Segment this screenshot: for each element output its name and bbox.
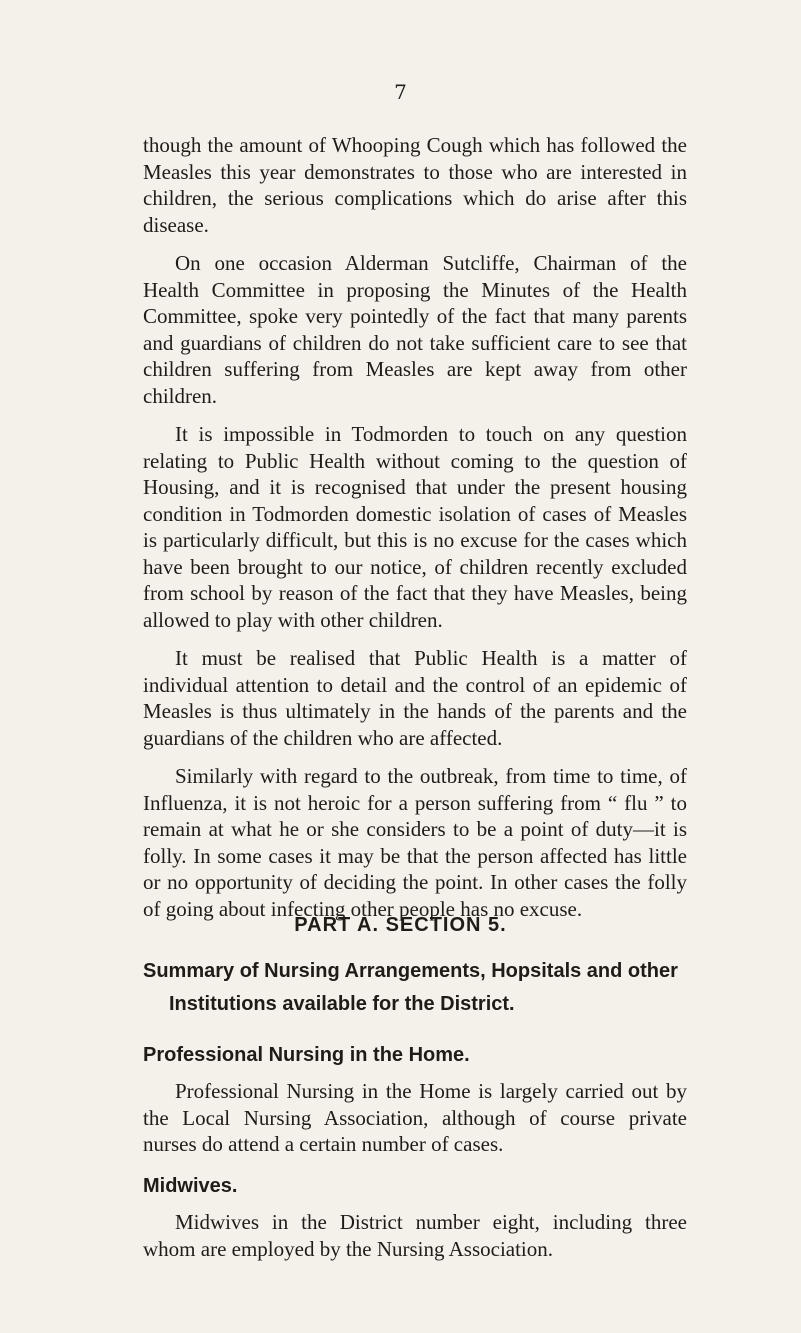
summary-heading-line-1: Summary of Nursing Arrangements, Hopsitals and other <box>143 960 678 982</box>
professional-nursing-heading: Professional Nursing in the Home. <box>143 1044 470 1066</box>
summary-heading <box>143 955 687 1021</box>
paragraph-whooping-cough: though the amount of Whooping Cough which has followed the Measles this year demonstrates to those who are interested in children, the serious complications which do arise after this disease. <box>143 133 687 237</box>
paragraph-alderman-sutcliffe: On one occasion Alderman Sutcliffe, Chairman of the Health Committee in proposing the Minutes of the Health Committee, spoke very pointedly of the fact that many parents and guardians of children do not take sufficient care to see that children suffering from Measles are kept away from other children. <box>143 251 687 408</box>
body-text <box>143 132 687 922</box>
professional-nursing-text: Professional Nursing in the Home is largely carried out by the Local Nursing Association, although of course private nurses do attend a certain number of cases. <box>143 1079 687 1156</box>
page-number: 7 <box>394 80 407 104</box>
midwives-text: Midwives in the District number eight, including three whom are employed by the Nursing Association. <box>143 1210 687 1261</box>
paragraph-influenza: Similarly with regard to the outbreak, from time to time, of Influenza, it is not heroic for a person suffering from “ flu ” to remain at what he or she considers to be a point of duty—it is folly. In some cases it may be that the person affected has little or no opportunity of deciding the point. In other cases the folly of going about infecting other people has no excuse. <box>143 764 687 921</box>
summary-heading-line-2: Institutions available for the District. <box>169 993 515 1015</box>
paragraph-public-health: It must be realised that Public Health is a matter of individual attention to detail and the control of an epidemic of Measles is thus ultimately in the hands of the parents and the guardians of the children who are affected. <box>143 646 687 750</box>
part-section-heading: PART A. SECTION 5. <box>294 914 507 936</box>
midwives-heading: Midwives. <box>143 1175 238 1197</box>
paragraph-housing: It is impossible in Todmorden to touch on any question relating to Public Health without coming to the question of Housing, and it is recognised that under the present housing condition in Todmorden domestic isolation of cases of Measles is particularly difficult, but this is no excuse for the cases which have been brought to our notice, of children recently excluded from school by reason of the fact that they have Measles, being allowed to play with other children. <box>143 422 687 632</box>
